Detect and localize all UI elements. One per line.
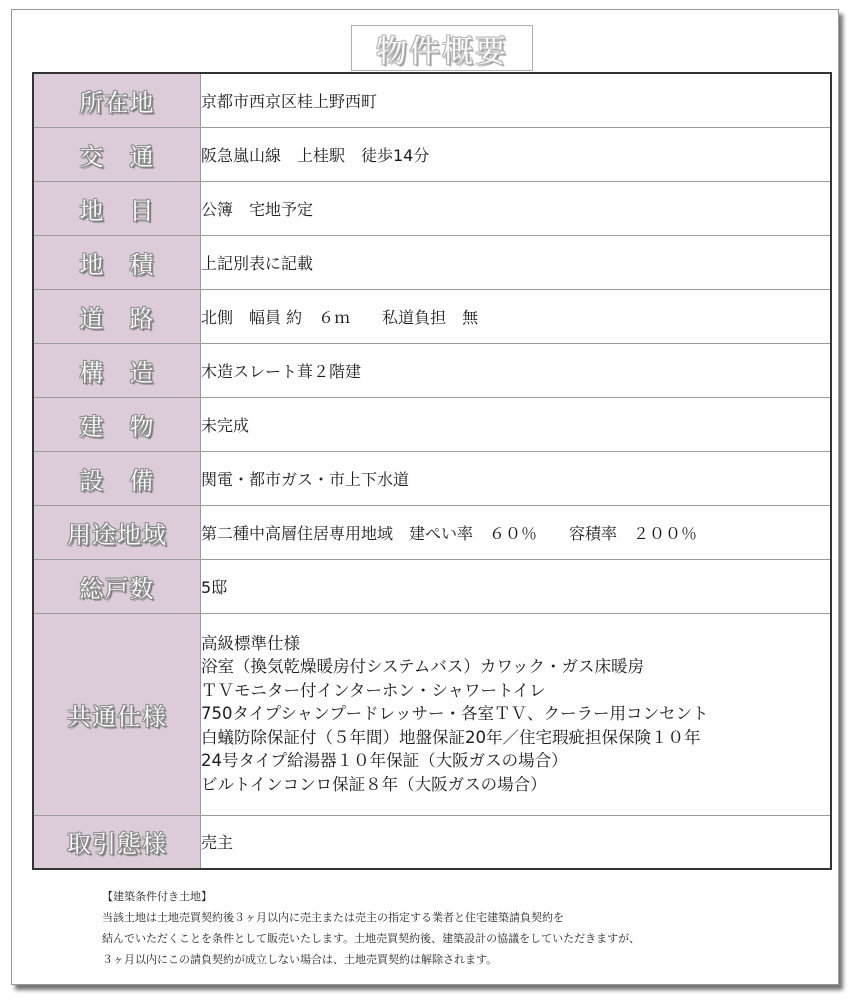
row-value: 阪急嵐山線 上桂駅 徒歩14分 — [201, 127, 832, 181]
row-building — [33, 397, 831, 451]
note-heading: 【建築条件付き土地】 — [102, 890, 212, 903]
note-line: 当該土地は土地売買契約後３ヶ月以内に売主または売主の指定する業者と住宅建築請負契約を — [102, 911, 564, 924]
row-value: 公簿 宅地予定 — [201, 181, 832, 235]
row-label: 構 造 — [33, 343, 201, 397]
row-total-units — [33, 559, 831, 613]
spec-list — [201, 613, 832, 815]
spec-line: 24号タイプ給湯器１０年保証（大阪ガスの場合） — [201, 751, 568, 771]
row-value: 未完成 — [201, 397, 832, 451]
row-land-area — [33, 235, 831, 289]
row-label: 所在地 — [33, 73, 201, 127]
spec-line: ビルトインコンロ保証８年（大阪ガスの場合） — [201, 774, 547, 794]
row-value: 京都市西京区桂上野西町 — [201, 73, 832, 127]
spec-line: 750タイプシャンプードレッサー・各室ＴＶ、クーラー用コンセント — [201, 704, 709, 724]
spec-line: 浴室（換気乾燥暖房付システムバス）カワック・ガス床暖房 — [201, 657, 645, 677]
row-location — [33, 73, 831, 127]
row-value: 上記別表に記載 — [201, 235, 832, 289]
note-line: ３ヶ月以内にこの請負契約が成立しない場合は、土地売買契約は解除されます。 — [102, 953, 498, 966]
row-structure — [33, 343, 831, 397]
row-transaction-type — [33, 815, 831, 869]
row-label: 用途地域 — [33, 505, 201, 559]
row-label: 取引態様 — [33, 815, 201, 869]
property-spec-table — [32, 72, 832, 870]
row-label: 総戸数 — [33, 559, 201, 613]
row-value: 木造スレート葺２階建 — [201, 343, 832, 397]
spec-line: 白蟻防除保証付（５年間）地盤保証20年／住宅瑕疵担保保険１０年 — [201, 727, 701, 747]
property-sheet — [11, 9, 839, 985]
row-label: 建 物 — [33, 397, 201, 451]
row-value: 5邸 — [201, 559, 832, 613]
row-land-category — [33, 181, 831, 235]
row-label: 設 備 — [33, 451, 201, 505]
row-label: 共通仕様 — [33, 613, 201, 815]
note-line: 結んでいただくことを条件として販売いたします。土地売買契約後、建築設計の協議をしていただきますが、 — [102, 932, 641, 945]
row-value: 関電・都市ガス・市上下水道 — [201, 451, 832, 505]
row-transport — [33, 127, 831, 181]
row-value: 北側 幅員 約 ６ｍ 私道負担 無 — [201, 289, 832, 343]
row-road — [33, 289, 831, 343]
row-common-specs — [33, 613, 831, 815]
row-label: 道 路 — [33, 289, 201, 343]
spec-line: ＴＶモニター付インターホン・シャワートイレ — [201, 680, 546, 700]
row-label: 地 積 — [33, 235, 201, 289]
row-label: 地 目 — [33, 181, 201, 235]
building-condition-note — [102, 886, 640, 970]
row-value: 売主 — [201, 815, 832, 869]
page-title: 物件概要 — [351, 25, 533, 71]
row-label: 交 通 — [33, 127, 201, 181]
spec-line: 高級標準仕様 — [201, 633, 300, 653]
row-facilities — [33, 451, 831, 505]
row-zoning — [33, 505, 831, 559]
row-value: 第二種中高層住居専用地域 建ぺい率 ６０％ 容積率 ２００％ — [201, 505, 832, 559]
